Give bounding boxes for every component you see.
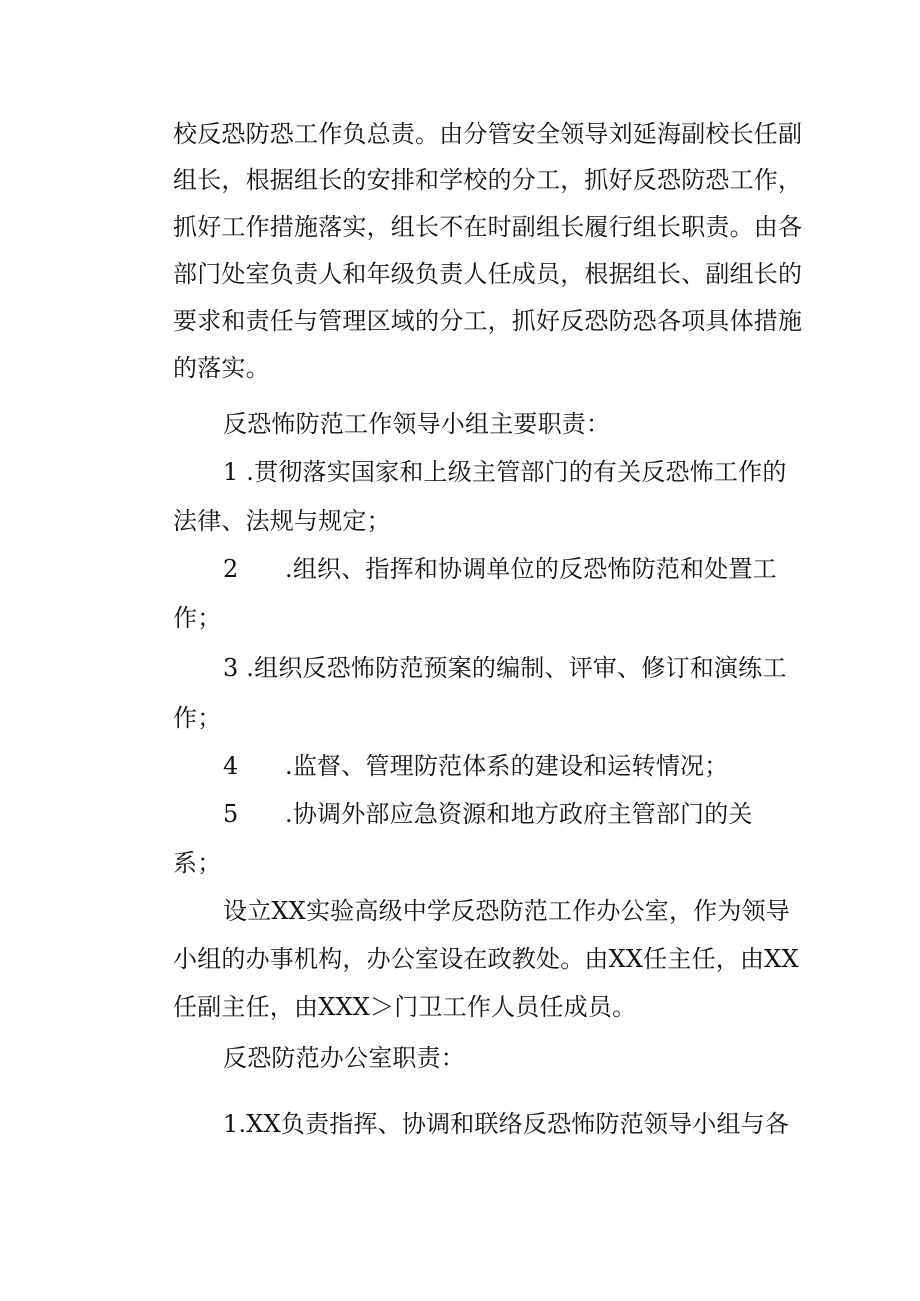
list-item-3-line-1: 3 .组织反恐怖防范预案的编制、评审、修订和演练工 <box>223 654 787 682</box>
section-heading-duties: 反恐怖防范工作领导小组主要职责： <box>223 410 611 438</box>
paragraph-line-1: 校反恐防恐工作负总责。由分管安全领导刘延海副校长任副 <box>173 120 803 148</box>
list-item-5-number: 5 <box>223 800 239 828</box>
paragraph-line-5: 要求和责任与管理区域的分工，抓好反恐防恐各项具体措施 <box>173 307 803 335</box>
office-paragraph-line-2: 小组的办事机构，办公室设在政教处。由XX任主任，由XX <box>173 945 799 973</box>
office-paragraph-line-3: 任副主任，由XXX＞门卫工作人员任成员。 <box>173 993 637 1021</box>
office-duty-item-1-line-1: 1.XX负责指挥、协调和联络反恐怖防范领导小组与各 <box>223 1110 790 1138</box>
list-item-2-line-1: .组织、指挥和协调单位的反恐怖防范和处置工 <box>285 555 777 583</box>
list-item-1-line-1: 1 .贯彻落实国家和上级主管部门的有关反恐怖工作的 <box>223 458 787 486</box>
paragraph-line-3: 抓好工作措施落实，组长不在时副组长履行组长职责。由各 <box>173 213 803 241</box>
section-heading-office-duties: 反恐防范办公室职责： <box>223 1044 465 1072</box>
list-item-3-line-2: 作； <box>173 704 222 732</box>
list-item-4-line-1: .监督、管理防范体系的建设和运转情况； <box>285 752 729 780</box>
list-item-4-number: 4 <box>223 752 239 780</box>
paragraph-line-4: 部门处室负责人和年级负责人任成员，根据组长、副组长的 <box>173 260 803 288</box>
paragraph-line-2: 组长，根据组长的安排和学校的分工，抓好反恐防恐工作， <box>173 166 803 194</box>
paragraph-line-6: 的落实。 <box>173 354 270 382</box>
list-item-2-number: 2 <box>223 555 239 583</box>
list-item-5-line-1: .协调外部应急资源和地方政府主管部门的关 <box>285 800 753 828</box>
list-item-5-line-2: 系； <box>173 849 222 877</box>
list-item-1-line-2: 法律、法规与规定； <box>173 507 391 535</box>
list-item-2-line-2: 作； <box>173 604 222 632</box>
office-paragraph-line-1: 设立XX实验高级中学反恐防范工作办公室，作为领导 <box>223 897 790 925</box>
